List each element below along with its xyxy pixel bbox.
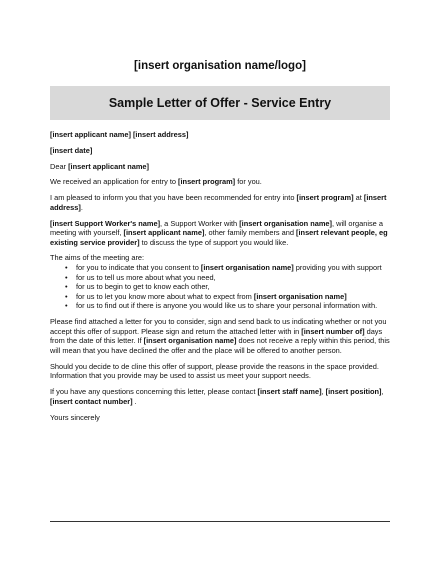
aims-section	[50, 253, 390, 311]
salutation	[50, 162, 390, 172]
p4-text-2: days from the date of this letter. If	[50, 326, 383, 346]
salutation-word: Dear	[50, 161, 67, 171]
closing: Yours sincerely	[50, 412, 100, 422]
p4-number: [insert number of]	[301, 326, 365, 336]
p3-text-4: , other family members and	[204, 228, 297, 238]
aim-text: for us to find out if there is anyone you would like us to share your personal information with.	[76, 301, 378, 311]
letter-date: [insert date]	[50, 145, 93, 155]
aim-text: for us to begin to get to know each other,	[76, 282, 210, 292]
p2-program: [insert program]	[296, 193, 354, 203]
p6-text-1: If you have any questions concerning this letter, please contact	[50, 387, 258, 397]
paragraph-1	[50, 177, 390, 187]
aims-intro: The aims of the meeting are:	[50, 253, 145, 263]
p4-organisation: [insert organisation name]	[143, 336, 237, 346]
p1-text-1: We received an application for entry to	[50, 177, 179, 187]
p4-text-1: Please find attached a letter for you to consider, sign and send back to us indicating whether or not you accept this offer of support. Please sign and return the attached letter with in	[50, 317, 387, 336]
p3-text-5: to discuss the type of support you would like.	[139, 237, 289, 247]
p6-sep-2: ,	[381, 387, 384, 397]
aim-text: for you to indicate that you consent to	[76, 263, 201, 273]
p6-staff-name: [insert staff name]	[257, 387, 322, 397]
p6-contact-number: [insert contact number]	[50, 396, 133, 406]
letter-body	[50, 130, 390, 428]
aims-list	[50, 263, 390, 311]
aim-placeholder: [insert organisation name]	[200, 263, 294, 273]
paragraph-3	[50, 219, 390, 248]
p4-text-3: does not receive a reply within this period, this will mean that you have declined the offer and the place will be offered to another person.	[50, 336, 390, 355]
p1-program: [insert program]	[178, 177, 236, 187]
p3-text-2: , a Support Worker with	[160, 218, 240, 228]
p6-sep-1: ,	[321, 387, 326, 397]
list-item	[76, 282, 390, 292]
p1-text-2: for you.	[235, 177, 262, 187]
p2-address: [insert address]	[50, 193, 387, 212]
letter-title: Sample Letter of Offer - Service Entry	[108, 96, 332, 110]
signature-line	[50, 521, 390, 522]
title-banner	[50, 86, 390, 120]
paragraph-2	[50, 193, 390, 212]
p3-text-3: , will organise a meeting with yourself,	[50, 218, 383, 238]
p3-organisation: [insert organisation name]	[239, 218, 332, 228]
p3-worker-name: [insert Support Worker's name]	[50, 218, 161, 228]
p3-relevant-people: [insert relevant people, eg existing service provider]	[50, 228, 388, 247]
p6-position: [insert position]	[325, 387, 382, 397]
p6-text-end: .	[132, 396, 137, 406]
p2-text-1: I am pleased to inform you that you have been recommended for entry into	[50, 193, 297, 203]
list-item	[76, 273, 390, 283]
paragraph-5: Should you decide to de cline this offer of support, please provide the reasons in the space provided. Information that you provide may be used to assist us meet your support needs.	[50, 361, 379, 381]
p2-text-3: .	[80, 202, 83, 212]
aim-text-end: providing you with support	[293, 263, 382, 273]
p3-applicant: [insert applicant name]	[123, 228, 205, 238]
organisation-placeholder: [insert organisation name/logo]	[134, 60, 306, 72]
salutation-name: [insert applicant name]	[68, 161, 149, 171]
applicant-address: [insert applicant name] [insert address]	[50, 130, 189, 139]
aim-placeholder: [insert organisation name]	[253, 291, 347, 301]
aim-text: for us to let you know more about what to expect from	[76, 291, 254, 301]
paragraph-6	[50, 387, 390, 406]
paragraph-4	[50, 317, 390, 355]
p2-text-2: at	[353, 193, 364, 203]
list-item	[76, 301, 390, 311]
list-item	[76, 263, 390, 273]
list-item	[76, 292, 390, 302]
aim-text: for us to tell us more about what you need,	[76, 272, 216, 282]
